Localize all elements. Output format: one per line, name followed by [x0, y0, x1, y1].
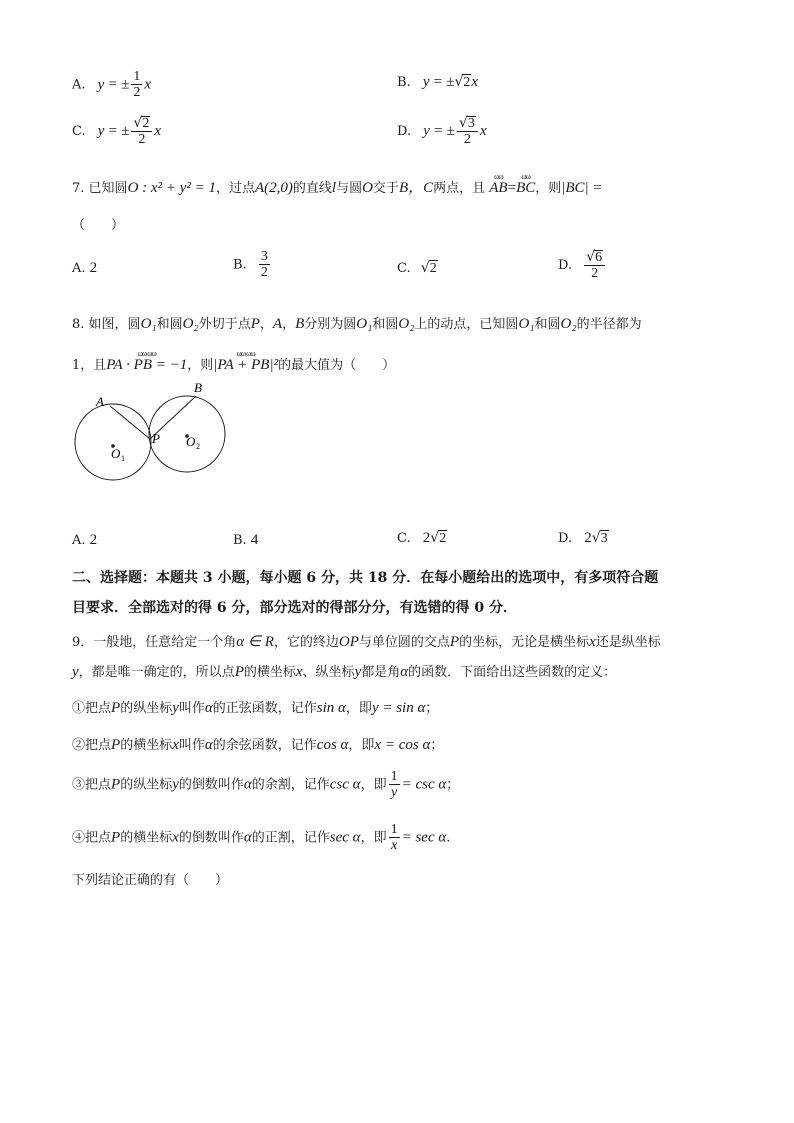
- vector-bc: ωω BC: [516, 172, 536, 196]
- fraction: $\frac{√3}{2}$: [457, 116, 478, 147]
- fraction: $\frac{√6}{2}$: [584, 250, 605, 281]
- label-a: A: [96, 394, 104, 409]
- q8-option-d: D. 2√3: [558, 530, 608, 546]
- fraction: $\frac{1}{2}$: [133, 69, 141, 100]
- q9-question: 下列结论正确的有（ ）: [72, 873, 229, 888]
- q7-blank: （ ）: [72, 218, 125, 233]
- label-o1: O: [111, 446, 121, 461]
- q7-option-d: D. $\frac{√6}{2}$: [558, 250, 607, 281]
- q7-option-a: A. 2: [72, 260, 98, 276]
- fraction: $\frac{√2}{2}$: [131, 116, 152, 147]
- section-heading-line2: 目要求．全部选对的得 6 分，部分选对的得部分分，有选错的得 0 分．: [72, 600, 517, 616]
- section-heading-line1: 二、选择题：本题共 3 小题，每小题 6 分，共 18 分．在每小题给出的选项中，有多项符合题: [72, 570, 659, 586]
- label-o2: O: [186, 434, 196, 449]
- q9-definition-1: ①把点P的纵坐标y叫作α的正弦函数，记作sin α，即y = sin α；: [72, 700, 439, 716]
- q9-definition-4: ④把点P的横坐标x的倒数叫作α的正割，记作sec α，即 $\frac{1}{x}$ = sec α.: [72, 822, 451, 853]
- q6-option-a: A. y = ± $\frac{1}{2}$ x: [72, 69, 151, 100]
- tangent-circles-figure: [66, 380, 236, 490]
- q9-definition-3: ③把点P的纵坐标y的倒数叫作α的余割，记作csc α，即 $\frac{1}{y}$ = csc α；: [72, 769, 460, 800]
- q7-stem: 7. 已知圆O : x² + y² = 1，过点A(2,0)的直线l与圆O交于B，C两点，且 ωω AB= ωω BC，则|BC| =: [72, 172, 603, 196]
- vector-ab: ωω AB: [489, 172, 508, 196]
- fraction: $\frac{3}{2}$: [260, 249, 268, 280]
- q8-stem-line1: 8. 如图，圆O₁和圆O₂外切于点P，A，B分别为圆O₁和圆O₂上的动点，已知圆O₁和圆O₂的半径都为: [72, 316, 642, 332]
- label-b: B: [194, 380, 202, 395]
- q8-option-a: A. 2: [72, 532, 98, 548]
- q8-option-c: C. 2√2: [397, 530, 447, 546]
- q6-option-b: B. y = ±√2x: [397, 74, 479, 90]
- norm-squared-expr: ωω ωω |PA + PB|²: [213, 349, 279, 373]
- segment-pa: [110, 406, 150, 439]
- circle-o1: [75, 404, 151, 480]
- dot-product-expr: ωω ωω PA · PB = −1: [106, 349, 188, 373]
- q7-option-b: B. $\frac{3}{2}$: [233, 249, 268, 280]
- q9-stem-line1: 9．一般地，任意给定一个角α ∈ R，它的终边OP与单位圆的交点P的坐标，无论是横坐标x还是纵坐标: [72, 634, 661, 650]
- label-o1-sub: 1: [121, 454, 125, 463]
- fraction: $\frac{1}{x}$: [390, 822, 398, 853]
- label-p: P: [152, 431, 160, 446]
- q8-option-b: B. 4: [233, 532, 259, 548]
- q6-option-d: D. y = ± $\frac{√3}{2}$ x: [397, 115, 487, 147]
- q9-stem-line2: y，都是唯一确定的，所以点P的横坐标x、纵坐标y都是角α的函数．下面给出这些函数的定义：: [72, 664, 617, 680]
- q9-definition-2: ②把点P的横坐标x叫作α的余弦函数，记作cos α，即x = cos α；: [72, 737, 444, 753]
- fraction: $\frac{1}{y}$: [390, 769, 398, 800]
- q7-option-c: C. √2: [397, 260, 437, 276]
- q8-stem-line2: 1，且 ωω ωω PA · PB = −1，则 ωω ωω |PA + PB|²的最大值为（ ）: [72, 349, 396, 373]
- q6-option-c: C. y = ± $\frac{√2}{2}$ x: [72, 115, 162, 147]
- label-o2-sub: 2: [196, 442, 200, 451]
